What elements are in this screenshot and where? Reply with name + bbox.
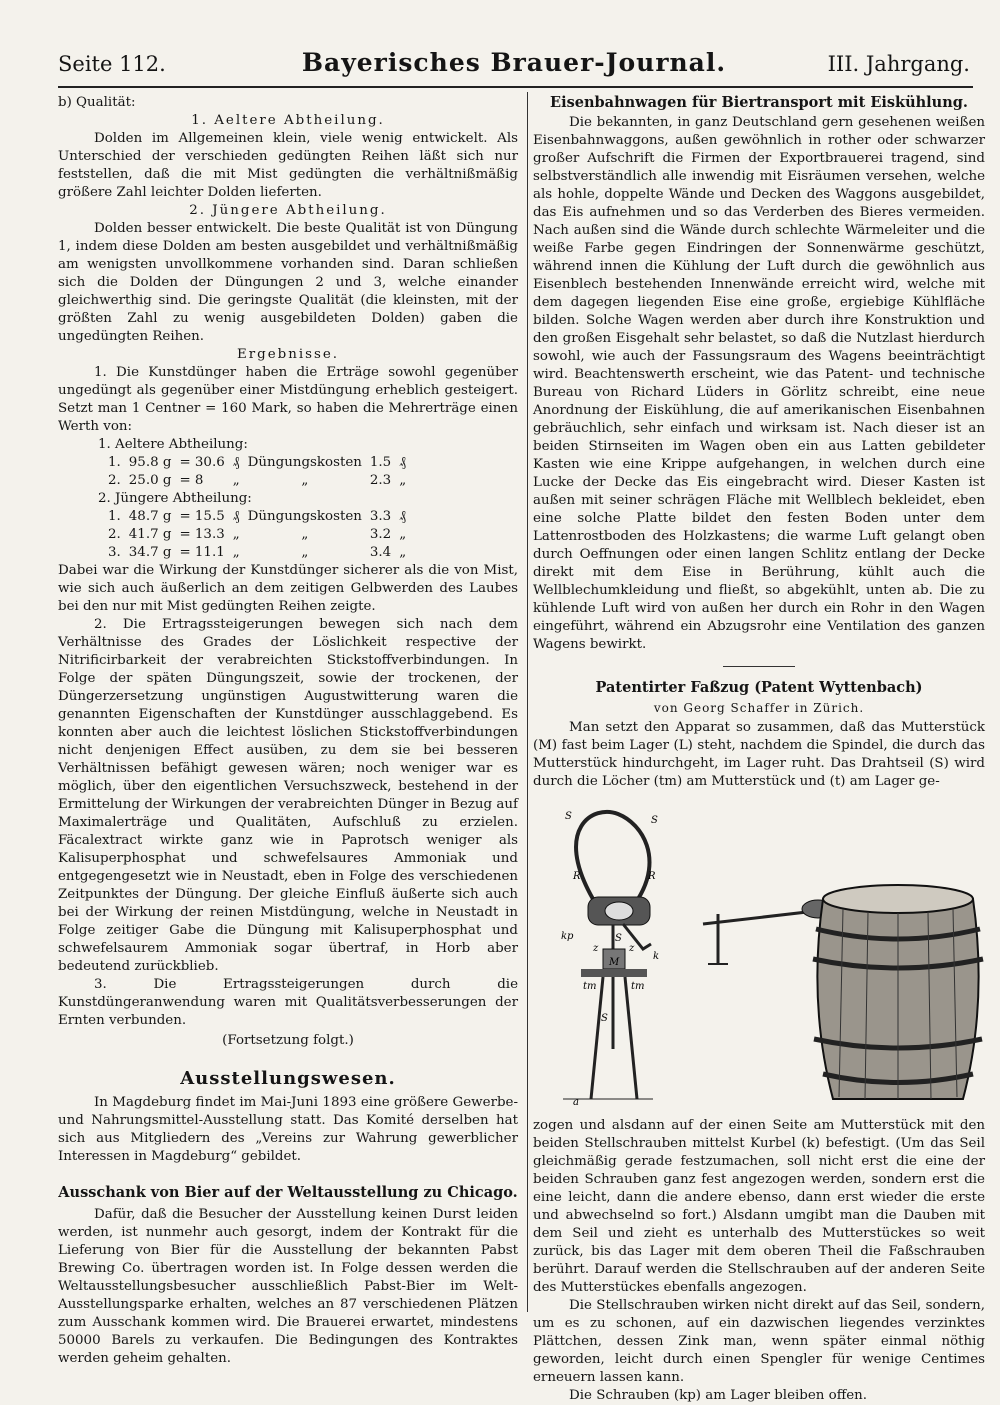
figure-label: S <box>601 1013 608 1024</box>
left-column <box>58 94 518 1368</box>
quality-heading: b) Qualität: <box>58 95 136 110</box>
figure-label: M <box>609 957 620 968</box>
figure-label: tm <box>583 981 597 992</box>
patent-text-2: zogen und alsdann auf der einen Seite am Mutterstück mit den beiden Stellschrauben mittelst Kurbel (k) befestigt. (Um das Seil gleichmäßig gerade festzumachen, soll nicht erst die eine der beiden Schrauben ganz fest angezogen werden, sondern erst die eine leicht, dann die andere ebenso, dann erst wieder die erste und abwechselnd so fort.) Alsdann umgibt man die Dauben mit dem Seil und zieht es unterhalb des Mutterstückes so weit zurück, bis das Lager mit dem oberen Theil die Faßschrauben berührt. Darauf werden die Stellschrauben auf der anderen Seite des Mutterstückes ebenfalls angezogen. <box>533 1118 985 1295</box>
row-value: = 8 <box>179 473 204 488</box>
older-yield-table <box>108 454 414 490</box>
row-cost-label: Düngungskosten <box>247 455 362 470</box>
row-number: 1. <box>108 509 121 524</box>
row-weight: 95.8 g <box>128 455 172 470</box>
patent-heading: Patentirter Faßzug (Patent Wyttenbach) <box>595 679 923 696</box>
page-number: Seite 112. <box>58 52 166 76</box>
figure-label: tm <box>631 981 645 992</box>
row-cost-unit: ₰ <box>399 509 406 524</box>
younger-section-text: Dolden besser entwickelt. Die beste Qualität ist von Düngung 1, indem diese Dolden am besten ausgebildet und verhältnißmäßig am wenigsten unvollkommene vorhanden sind. Daran schließen sich die Dolden der Düngungen 2 und 3, welche einander gleichwerthig sind. Die geringste Qualität (die kleinsten, mit der größten Zahl zu wenig ausgebildeten Dolden) gaben die ungedüngten Reihen. <box>58 221 518 344</box>
exhibition-heading: Ausstellungswesen. <box>180 1068 396 1089</box>
row-unit: „ <box>232 473 240 488</box>
younger-section-heading: 2. Jüngere Abtheilung. <box>189 203 387 218</box>
row-weight: 41.7 g <box>128 527 172 542</box>
barrel-puller-illustration <box>533 799 985 1111</box>
row-cost: 3.4 <box>369 545 392 560</box>
younger-yield-label: 2. Jüngere Abtheilung: <box>98 491 252 506</box>
barrel-puller-figure <box>533 799 985 1111</box>
patent-text-1: Man setzt den Apparat so zusammen, daß das Mutterstück (M) fast beim Lager (L) steht, nachdem die Spindel, die durch das Mutterstück hindurchgeht, im Lager ruht. Das Drahtseil (S) wird durch die Löcher (tm) am Mutterstück und (t) am Lager ge- <box>533 720 985 789</box>
table-row <box>108 472 414 490</box>
row-cost: 1.5 <box>369 455 392 470</box>
figure-label: R <box>648 871 656 882</box>
exhibition-text: In Magdeburg findet im Mai-Juni 1893 eine größere Gewerbe- und Nahrungsmittel-Ausstellung statt. Das Komité derselben hat sich aus Mitgliedern des „Vereins zur Wahrung gewerblicher Interessen in Magdeburg“ gebildet. <box>58 1095 518 1164</box>
younger-yield-table <box>108 508 414 562</box>
chicago-heading: Ausschank von Bier auf der Weltausstellung zu Chicago. <box>58 1184 518 1201</box>
figure-label: a <box>573 1097 579 1108</box>
header-rule <box>58 86 973 88</box>
effect-text: Dabei war die Wirkung der Kunstdünger sicherer als die von Mist, wie sich auch äußerlich an dem zeitigen Gelbwerden des Laubes bei den nur mit Mist gedüngten Reihen zeigte. <box>58 563 518 614</box>
figure-label: z <box>629 943 635 954</box>
figure-label: R <box>573 871 581 882</box>
result-2-text: 2. Die Ertragssteigerungen bewegen sich nach dem Verhältnisse des Grades der Löslichkeit respective der Nitrificirbarkeit der verabreichten Stickstoffverbindungen. In Folge der späten Düngungszeit, sowie der trockenen, der Düngerzersetzung ungünstigen Augustwitterung waren die genannten Eigenschaften der Kunstdünger ausschlaggebend. Es konnten aber auch die leichtest löslichen Stickstoffverbindungen nicht denjenigen Effect ausüben, zu dem sie bei besseren Verhältnissen befähigt gewesen wären; noch weniger war es möglich, über den eigentlichen Versuchszweck, bestehend in der Ermittelung der Wirkungen der verabreichten Dünger in Bezug auf Maximalerträge und Qualitäten, Aufschluß zu erzielen. Fäcalextract wirkte ganz wie in Paprotsch weniger als Kalisuperphosphat und schwefelsaures Ammoniak und entgegengesetzt wie in Neustadt, eben in Folge des verschiedenen Zeitpunktes der Düngung. Der gleiche Einfluß äußerte sich auch bei der Wirkung der reinen Mistdüngung, welche in Neustadt in Folge zeitiger Gabe die Düngung mit Kalisuperphosphat und schwefelsaurem Ammoniak sogar übertraf, in Horb aber bedeutend zurückblieb. <box>58 617 518 974</box>
chicago-text: Dafür, daß die Besucher der Ausstellung keinen Durst leiden werden, ist nunmehr auch gesorgt, indem der Kontrakt für die Lieferung von Bier für die Ausstellung der bekannten Pabst Brewing Co. übertragen worden ist. In Folge dessen werden die Weltausstellungsbesucher ausschließlich Pabst-Bier im Welt-Ausstellungsparke erhalten, welches an 87 verschiedenen Plätzen zum Ausschank kommen wird. Die Brauerei erwartet, mindestens 50000 Barels zu verkaufen. Die Bedingungen des Kontraktes werden geheim gehalten. <box>58 1207 518 1366</box>
older-yield-label: 1. Aeltere Abtheilung: <box>98 437 248 452</box>
patent-text-4: Die Schrauben (kp) am Lager bleiben offen. <box>569 1388 868 1403</box>
right-column <box>533 94 985 1405</box>
row-weight: 34.7 g <box>128 545 172 560</box>
rail-text: Die bekannten, in ganz Deutschland gern gesehenen weißen Eisenbahnwaggons, außen gewöhnlich in rother oder schwarzer großer Aufschrift die Firmen der Exportbrauerei tragend, sind selbstverständlich alle inwendig mit Eisräumen versehen, welche als hohle, doppelte Wände und Decken des Waggons ausgebildet, das Eis aufnehmen und so das Verderben des Bieres vermeiden. Nach außen sind die Wände durch schlechte Wärmeleiter und die weiße Farbe gegen Eindringen der Sonnenwärme geschützt, während innen die Kühlung der Luft durch die gewöhnlich aus Eisenblech bestehenden Innenwände erreicht wird, welche mit dem dagegen liegenden Eise eine große, ergiebige Kühlfläche bilden. Solche Wagen werden aber durch ihre Konstruktion und den großen Eisgehalt sehr belastet, so daß die Nutzlast hierdurch sowohl, wie auch der Fassungsraum des Wagens beeinträchtigt wird. Beachtenswerth erscheint, wie das Patent- und technische Bureau von Richard Lüders in Görlitz schreibt, eine neue Anordnung der Eiskühlung, die auf amerikanischen Eisenbahnen gebräuchlich, sehr einfach und wirksam ist. Nach dieser ist an beiden Stirnseiten im Wagen oben ein aus Latten gebildeter Kasten wie eine Krippe aufgehangen, in welchen durch eine Lucke der Decke das Eis eingebracht wird. Dieser Kasten ist außen mit seiner schrägen Fläche mit Wellblech bekleidet, eben eine solche Platte bildet den festen Boden unter dem Lattenrostboden des Holzkastens; die warme Luft gelangt oben durch Oeffnungen oder einen langen Schlitz entlang der Decke direkt mit dem Eise in Berührung, kühlt auch die Wellblechumkleidung und fließt, so abgekühlt, unten ab. Die zu kühlende Luft wird von außen her durch ein Rohr in den Wagen eingeführt, während ein Abzugsrohr eine Ventilation des ganzen Wagens bewirkt. <box>533 115 985 652</box>
row-value: = 15.5 <box>179 509 225 524</box>
table-row <box>108 454 414 472</box>
row-cost-label: „ <box>301 527 309 542</box>
row-cost-label: „ <box>301 545 309 560</box>
row-cost-label: „ <box>301 473 309 488</box>
row-number: 1. <box>108 455 121 470</box>
figure-label: z <box>593 943 599 954</box>
figure-label: S <box>615 933 622 944</box>
table-row <box>108 508 414 526</box>
row-value: = 30.6 <box>179 455 225 470</box>
row-cost: 2.3 <box>369 473 392 488</box>
row-cost-unit: „ <box>399 473 407 488</box>
results-heading: Ergebnisse. <box>236 347 340 362</box>
column-divider <box>527 92 528 1312</box>
row-cost: 3.3 <box>369 509 392 524</box>
journal-title: Bayerisches Brauer-Journal. <box>301 48 727 77</box>
row-number: 3. <box>108 545 121 560</box>
row-unit: ₰ <box>232 509 240 524</box>
row-value: = 13.3 <box>179 527 225 542</box>
row-unit: „ <box>232 545 240 560</box>
row-cost-unit: „ <box>399 527 407 542</box>
rail-heading: Eisenbahnwagen für Biertransport mit Eiskühlung. <box>550 94 968 111</box>
patent-text-3: Die Stellschrauben wirken nicht direkt auf das Seil, sondern, um es zu schonen, auf ein dazwischen liegendes verzinktes Plättchen, dessen Zink man, wenn später einmal nöthig geworden, leicht durch einen Spengler für wenige Centimes erneuern lassen kann. <box>533 1298 985 1385</box>
row-cost: 3.2 <box>369 527 392 542</box>
row-weight: 48.7 g <box>128 509 172 524</box>
row-cost-unit: ₰ <box>399 455 406 470</box>
older-section-text: Dolden im Allgemeinen klein, viele wenig entwickelt. Als Unterschied der verschieden gedüngten Reihen läßt sich nur feststellen, daß die mit Mist gedüngten die verhältnißmäßig größere Zahl leichter Dolden lieferten. <box>58 131 518 200</box>
row-cost-unit: „ <box>399 545 407 560</box>
page-header <box>58 48 970 82</box>
row-weight: 25.0 g <box>128 473 172 488</box>
result-1-text: 1. Die Kunstdünger haben die Erträge sowohl gegenüber ungedüngt als gegenüber einer Mistdüngung erheblich gesteigert. Setzt man 1 Centner = 160 Mark, so haben die Mehrerträge einen Werth von: <box>58 365 518 434</box>
continued-note: (Fortsetzung folgt.) <box>222 1033 354 1048</box>
section-separator <box>723 666 795 667</box>
table-row <box>108 526 414 544</box>
figure-label: S <box>651 815 658 826</box>
figure-label: kp <box>561 931 574 942</box>
row-value: = 11.1 <box>179 545 225 560</box>
older-section-heading: 1. Aeltere Abtheilung. <box>191 113 385 128</box>
row-cost-label: Düngungskosten <box>247 509 362 524</box>
figure-label: k <box>653 951 660 962</box>
table-row <box>108 544 414 562</box>
row-number: 2. <box>108 527 121 542</box>
result-3-text: 3. Die Ertragssteigerungen durch die Kunstdüngeranwendung waren mit Qualitätsverbesserungen der Ernten verbunden. <box>58 977 518 1028</box>
row-unit: „ <box>232 527 240 542</box>
patent-byline: von Georg Schaffer in Zürich. <box>653 701 865 715</box>
row-number: 2. <box>108 473 121 488</box>
figure-label: S <box>565 811 572 822</box>
row-unit: ₰ <box>232 455 240 470</box>
volume-label: III. Jahrgang. <box>827 52 970 76</box>
